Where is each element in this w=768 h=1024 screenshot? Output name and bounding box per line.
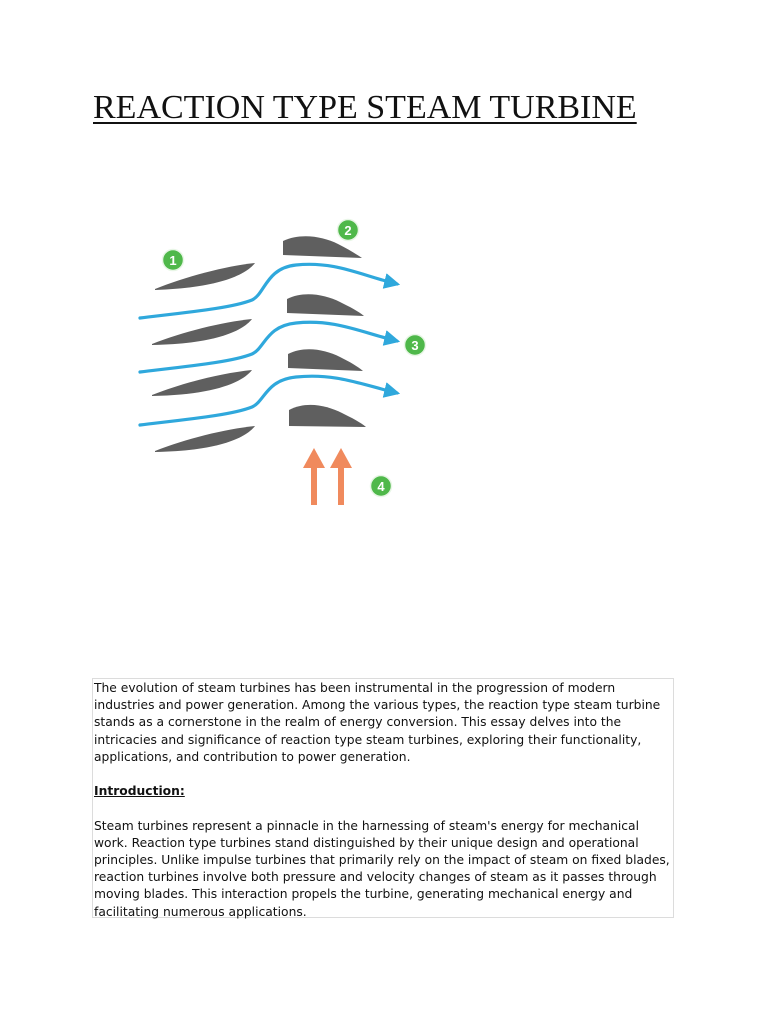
fixed-blade [152,370,252,396]
steam-flow-arrow [140,322,397,372]
paragraph-spacer [94,800,673,817]
force-arrow [303,448,325,505]
steam-flow-arrow [140,376,397,425]
marker-4 [371,476,392,497]
paragraph-intro: The evolution of steam turbines has been instrumental in the progression of modern industries and power generation. Among the various types, the reaction type steam turbine stands as a cornerstone in the realm of energy conversion. This essay delves into the intricacies and significance of reaction type steam turbines, exploring their functionality, applications, and contribution to power generation. [94,681,661,764]
paragraph-body: Steam turbines represent a pinnacle in the harnessing of steam's energy for mechanical work. Reaction type turbines stand distinguished by their unique design and operational principles. Unlike impulse turbines that primarily rely on the impact of steam on fixed blades, reaction turbines involve both pressure and velocity changes of steam as it passes through moving blades. This interaction propels the turbine, generating mechanical energy and facilitating numerous applications. [94,818,670,919]
moving-blade [288,349,363,371]
marker-2-label: 2 [344,223,352,238]
page-title: REACTION TYPE STEAM TURBINE [93,89,637,126]
moving-blade [287,294,364,316]
marker-4-label: 4 [377,479,385,494]
marker-1 [163,250,184,271]
marker-3 [405,335,426,356]
marker-1-label: 1 [169,253,177,268]
steam-flow-arrow [140,264,397,318]
marker-3-label: 3 [411,338,419,353]
fixed-blade [155,426,255,452]
paragraph-spacer [94,766,673,783]
section-heading-introduction: Introduction: [94,784,185,799]
marker-2 [338,220,359,241]
body-text-box [92,678,674,918]
moving-blade [289,405,366,427]
force-arrows [303,448,352,505]
force-arrow [330,448,352,505]
fixed-blade [152,319,252,345]
